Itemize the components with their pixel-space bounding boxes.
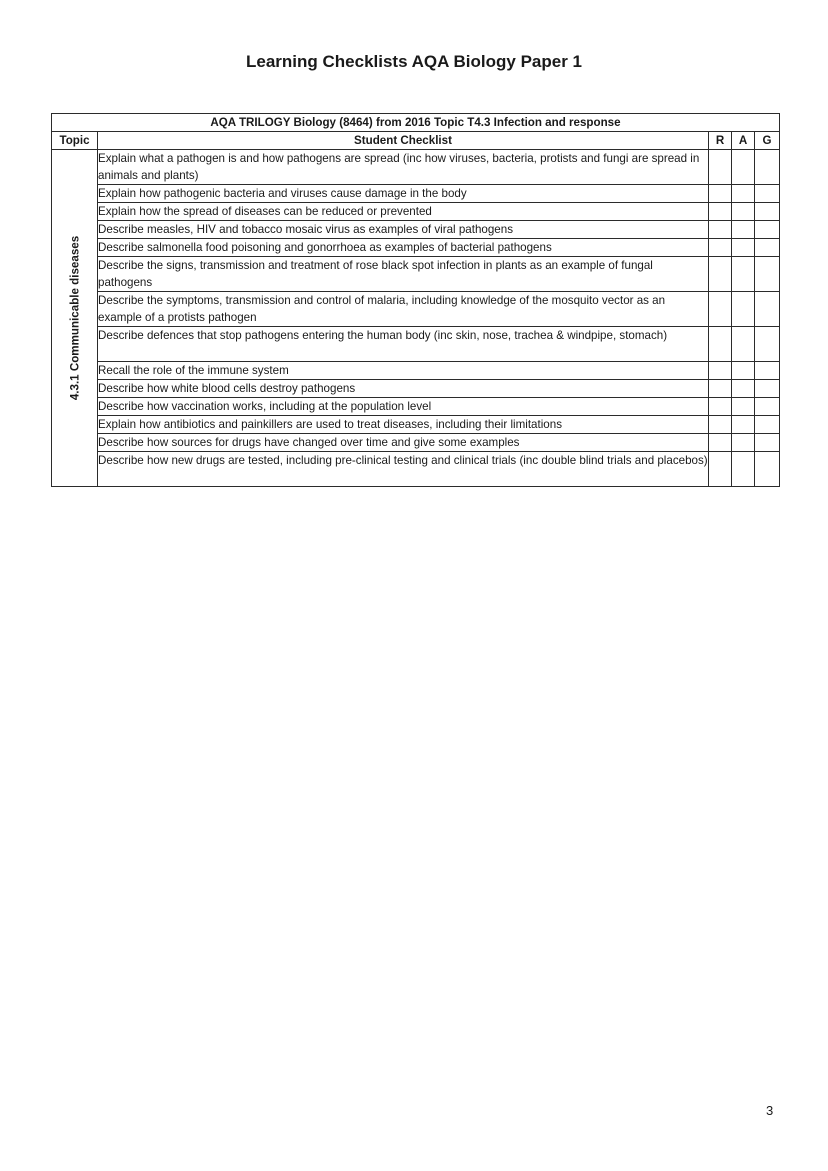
rag-cell-amber[interactable] xyxy=(732,327,755,362)
topic-cell xyxy=(52,150,98,487)
column-header-topic: Topic xyxy=(52,132,98,150)
table-row xyxy=(52,362,780,380)
rag-cell-red[interactable] xyxy=(709,239,732,257)
rag-cell-green[interactable] xyxy=(755,434,780,452)
rag-cell-red[interactable] xyxy=(709,327,732,362)
column-header-red: R xyxy=(709,132,732,150)
checklist-item: Describe how white blood cells destroy pathogens xyxy=(98,380,709,398)
rag-cell-red[interactable] xyxy=(709,185,732,203)
table-row xyxy=(52,221,780,239)
table-row xyxy=(52,416,780,434)
checklist-table xyxy=(51,113,780,487)
rag-cell-green[interactable] xyxy=(755,239,780,257)
rag-cell-green[interactable] xyxy=(755,452,780,487)
table-row xyxy=(52,257,780,292)
table-row xyxy=(52,398,780,416)
checklist-item: Describe how new drugs are tested, including pre-clinical testing and clinical trials (inc double blind trials and placebos) xyxy=(98,452,709,487)
rag-cell-amber[interactable] xyxy=(732,150,755,185)
topic-label: 4.3.1 Communicable diseases xyxy=(68,235,81,401)
rag-cell-red[interactable] xyxy=(709,452,732,487)
rag-cell-amber[interactable] xyxy=(732,221,755,239)
table-row xyxy=(52,380,780,398)
rag-cell-amber[interactable] xyxy=(732,185,755,203)
table-row xyxy=(52,185,780,203)
rag-cell-amber[interactable] xyxy=(732,257,755,292)
table-row xyxy=(52,150,780,185)
rag-cell-amber[interactable] xyxy=(732,452,755,487)
rag-cell-red[interactable] xyxy=(709,434,732,452)
rag-cell-amber[interactable] xyxy=(732,434,755,452)
checklist-item: Describe the symptoms, transmission and control of malaria, including knowledge of the mosquito vector as an example of a protists pathogen xyxy=(98,292,709,327)
rag-cell-green[interactable] xyxy=(755,257,780,292)
checklist-item: Explain what a pathogen is and how pathogens are spread (inc how viruses, bacteria, protists and fungi are spread in animals and plants) xyxy=(98,150,709,185)
rag-cell-green[interactable] xyxy=(755,398,780,416)
checklist-item: Explain how the spread of diseases can be reduced or prevented xyxy=(98,203,709,221)
column-header-green: G xyxy=(755,132,780,150)
rag-cell-red[interactable] xyxy=(709,362,732,380)
rag-cell-red[interactable] xyxy=(709,150,732,185)
rag-cell-green[interactable] xyxy=(755,327,780,362)
table-row xyxy=(52,203,780,221)
checklist-item: Describe the signs, transmission and treatment of rose black spot infection in plants as an example of fungal pathogens xyxy=(98,257,709,292)
rag-cell-amber[interactable] xyxy=(732,398,755,416)
section-heading: AQA TRILOGY Biology (8464) from 2016 Topic T4.3 Infection and response xyxy=(52,114,780,132)
rag-cell-amber[interactable] xyxy=(732,203,755,221)
table-row xyxy=(52,327,780,362)
rag-cell-red[interactable] xyxy=(709,203,732,221)
checklist-item: Describe how sources for drugs have changed over time and give some examples xyxy=(98,434,709,452)
checklist-item: Describe defences that stop pathogens entering the human body (inc skin, nose, trachea & windpipe, stomach) xyxy=(98,327,709,362)
rag-cell-green[interactable] xyxy=(755,185,780,203)
rag-cell-red[interactable] xyxy=(709,398,732,416)
checklist-item: Describe salmonella food poisoning and gonorrhoea as examples of bacterial pathogens xyxy=(98,239,709,257)
rag-cell-green[interactable] xyxy=(755,203,780,221)
checklist-item: Explain how pathogenic bacteria and viruses cause damage in the body xyxy=(98,185,709,203)
page-title: Learning Checklists AQA Biology Paper 1 xyxy=(246,52,582,71)
checklist-item: Recall the role of the immune system xyxy=(98,362,709,380)
rag-cell-green[interactable] xyxy=(755,362,780,380)
rag-cell-amber[interactable] xyxy=(732,380,755,398)
rag-cell-red[interactable] xyxy=(709,416,732,434)
table-row xyxy=(52,292,780,327)
rag-cell-amber[interactable] xyxy=(732,416,755,434)
column-header-amber: A xyxy=(732,132,755,150)
checklist-item: Describe measles, HIV and tobacco mosaic virus as examples of viral pathogens xyxy=(98,221,709,239)
rag-cell-amber[interactable] xyxy=(732,362,755,380)
table-row xyxy=(52,434,780,452)
rag-cell-green[interactable] xyxy=(755,380,780,398)
rag-cell-green[interactable] xyxy=(755,221,780,239)
checklist-item: Describe how vaccination works, including at the population level xyxy=(98,398,709,416)
page-number: 3 xyxy=(766,1103,774,1118)
rag-cell-red[interactable] xyxy=(709,221,732,239)
rag-cell-green[interactable] xyxy=(755,292,780,327)
column-header-student-checklist: Student Checklist xyxy=(98,132,709,150)
rag-cell-green[interactable] xyxy=(755,150,780,185)
rag-cell-red[interactable] xyxy=(709,380,732,398)
rag-cell-red[interactable] xyxy=(709,257,732,292)
rag-cell-amber[interactable] xyxy=(732,292,755,327)
rag-cell-amber[interactable] xyxy=(732,239,755,257)
table-row xyxy=(52,452,780,487)
rag-cell-red[interactable] xyxy=(709,292,732,327)
table-row xyxy=(52,239,780,257)
checklist-item: Explain how antibiotics and painkillers are used to treat diseases, including their limitations xyxy=(98,416,709,434)
rag-cell-green[interactable] xyxy=(755,416,780,434)
